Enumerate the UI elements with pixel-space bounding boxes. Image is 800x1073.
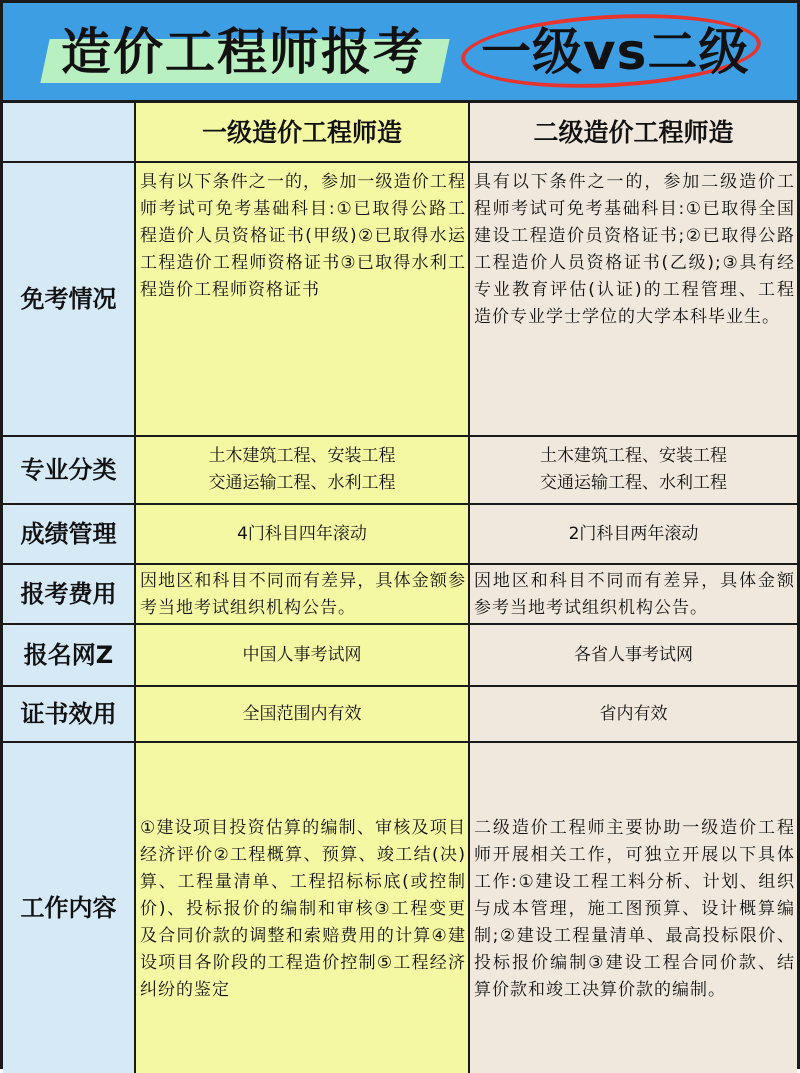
site-level1: 中国人事考试网 [136, 625, 470, 687]
site-level2: 各省人事考试网 [470, 625, 797, 687]
fee-level1-text: 因地区和科目不同而有差异，具体金额参考当地考试组织机构公告。 [140, 571, 466, 618]
exempt-level2-text: 具有以下条件之一的，参加二级造价工程师考试可免考基础科目:①已取得全国建设工程造价员资格证书;②已取得公路工程造价人员资格证书(乙级);③具有经专业教育评估(认证)的工程管理、工程造价专业学士学位的大学本科毕业生。 [474, 172, 795, 327]
row-label-work: 工作内容 [3, 743, 136, 1073]
major-level2 [470, 437, 797, 505]
exempt-level2 [470, 163, 797, 437]
cert-level1: 全国范围内有效 [136, 687, 470, 743]
header-banner [3, 3, 797, 103]
score-level1: 4门科目四年滚动 [136, 505, 470, 565]
corner-cell [3, 103, 136, 163]
major-level2-line1: 土木建筑工程、安装工程 [540, 446, 727, 466]
work-level2 [470, 743, 797, 1073]
page-subtitle: 一级vs二级 [481, 23, 750, 81]
column-header-level1: 一级造价工程师造 [136, 103, 470, 163]
row-label-fee: 报考费用 [3, 565, 136, 625]
row-label-major: 专业分类 [3, 437, 136, 505]
major-level1-line2: 交通运输工程、水利工程 [208, 473, 396, 493]
page-title: 造价工程师报考 [61, 23, 425, 81]
fee-level2-text: 因地区和科目不同而有差异，具体金额参考当地考试组织机构公告。 [474, 571, 795, 618]
work-level2-text: 二级造价工程师主要协助一级造价工程师开展相关工作，可独立开展以下具体工作:①建设工程工料分析、计划、组织与成本管理，施工图预算、设计概算编制;②建设工程量清单、最高投标限价、投标报价编制③建设工程合同价款、结算价款和竣工决算价款的编制。 [474, 817, 795, 1000]
work-level1-text: ①建设项目投资估算的编制、审核及项目经济评价②工程概算、预算、竣工结(决)算、工程量清单、工程招标标底(或控制价)、投标报价的编制和审核③工程变更及合同价款的调整和索赔费用的计算④建设项目各阶段的工程造价控制⑤工程经济纠纷的鉴定 [140, 817, 466, 1000]
exempt-level1 [136, 163, 470, 437]
fee-level2 [470, 565, 797, 625]
work-level1 [136, 743, 470, 1073]
fee-level1 [136, 565, 470, 625]
row-label-score: 成绩管理 [3, 505, 136, 565]
major-level1 [136, 437, 470, 505]
row-label-cert: 证书效用 [3, 687, 136, 743]
score-level2: 2门科目两年滚动 [470, 505, 797, 565]
row-label-site: 报名网Z [3, 625, 136, 687]
major-level2-line2: 交通运输工程、水利工程 [540, 473, 727, 493]
row-label-exempt: 免考情况 [3, 163, 136, 437]
column-header-level2: 二级造价工程师造 [470, 103, 797, 163]
comparison-table [3, 103, 797, 1073]
exempt-level1-text: 具有以下条件之一的，参加一级造价工程师考试可免考基础科目:①已取得公路工程造价人员资格证书(甲级)②已取得水运工程造价工程师资格证书③已取得水利工程造价工程师资格证书 [140, 172, 466, 300]
major-level1-line1: 土木建筑工程、安装工程 [208, 446, 396, 466]
cert-level2: 省内有效 [470, 687, 797, 743]
